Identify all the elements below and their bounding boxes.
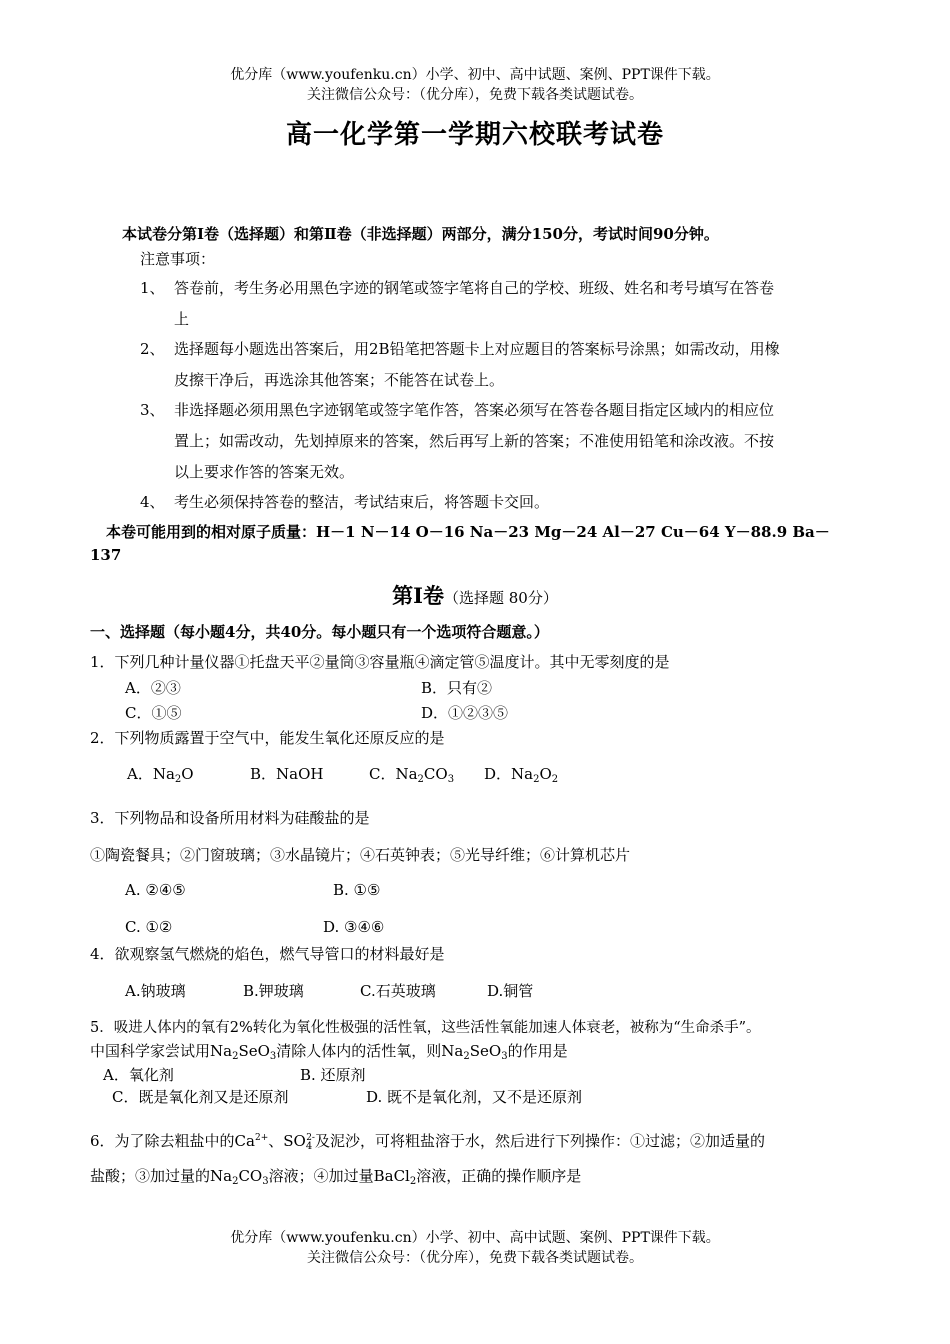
notice-4-line-1: 考生必须保持答卷的整洁，考试结束后，将答题卡交回。 [174, 493, 550, 511]
q3-stem: 3．下列物品和设备所用材料为硅酸盐的是 [90, 809, 370, 827]
q4-option-a: A.钠玻璃 [125, 982, 186, 1000]
q3-option-b: B. ①⑤ [333, 881, 381, 899]
notice-1-num: 1、 [140, 279, 165, 297]
q3-items: ①陶瓷餐具；②门窗玻璃；③水晶镜片；④石英钟表；⑤光导纤维；⑥计算机芯片 [90, 846, 631, 864]
notice-1-line-2: 上 [174, 310, 190, 328]
q4-stem: 4．欲观察氢气燃烧的焰色，燃气导管口的材料最好是 [90, 945, 445, 963]
header-line-2: 关注微信公众号：（优分库），免费下载各类试题试卷。 [307, 87, 643, 103]
notice-1-line-1: 答卷前，考生务必用黑色字迹的钢笔或签字笔将自己的学校、班级、姓名和考号填写在答卷 [174, 279, 775, 297]
q5-option-b: B. 还原剂 [300, 1066, 366, 1084]
q2-option-c: C．$Na_2CO_3$ [369, 765, 455, 785]
header-line-1: 优分库（www.youfenku.cn）小学、初中、高中试题、案例、PPT课件下载。 [230, 67, 720, 83]
q5-option-d: D. 既不是氧化剂，又不是还原剂 [366, 1088, 583, 1106]
q6-stem-line-2: 盐酸；③加过量的$Na_2CO_3$溶液；④加过量BaCl$_2$溶液，正确的操作顺序是 [90, 1167, 582, 1187]
notice-2-num: 2、 [140, 340, 165, 358]
part-1-heading [0, 580, 950, 610]
q4-option-d: D.铜管 [487, 982, 534, 1000]
notice-2-line-2: 皮擦干净后，再选涂其他答案；不能答在试卷上。 [174, 371, 505, 389]
q5-option-c: C．既是氧化剂又是还原剂 [112, 1088, 289, 1106]
q1-option-b: B．只有② [421, 679, 493, 697]
notice-3-num: 3、 [140, 401, 165, 419]
atomic-mass-line-1: 本卷可能用到的相对原子质量：H－1 N－14 O－16 Na－23 Mg－24 Al－27 Cu－64 Y－88.9 Ba－ [106, 523, 830, 541]
q5-stem-line-2: 中国科学家尝试用$Na_2SeO_3$清除人体内的活性氧，则$Na_2SeO_3$的作用是 [90, 1042, 568, 1062]
notice-4-num: 4、 [140, 493, 165, 511]
q1-option-c: C．①⑤ [125, 704, 182, 722]
q2-stem: 2．下列物质露置于空气中，能发生氧化还原反应的是 [90, 729, 445, 747]
q3-option-d: D. ③④⑥ [323, 918, 385, 936]
q3-option-a: A. ②④⑤ [125, 881, 186, 899]
notice-heading: 注意事项： [140, 250, 216, 268]
q2-option-a: A．$Na_2O$ [127, 765, 194, 785]
section-1-heading: 一、选择题（每小题4分，共40分。每小题只有一个选项符合题意。） [90, 623, 549, 641]
notice-3-line-3: 以上要求作答的答案无效。 [174, 463, 355, 481]
q3-option-c: C. ①② [125, 918, 173, 936]
intro-text: 本试卷分第Ⅰ卷（选择题）和第Ⅱ卷（非选择题）两部分，满分150分，考试时间90分钟。 [122, 225, 719, 243]
q5-stem-line-1: 5．吸进人体内的氧有2%转化为氧化性极强的活性氧，这些活性氧能加速人体衰老，被称为“生命杀手”。 [90, 1020, 761, 1036]
q1-stem: 1．下列几种计量仪器①托盘天平②量筒③容量瓶④滴定管⑤温度计。其中无零刻度的是 [90, 653, 670, 671]
q5-option-a: A．氧化剂 [103, 1066, 174, 1084]
footer-line-1: 优分库（www.youfenku.cn）小学、初中、高中试题、案例、PPT课件下载。 [230, 1230, 720, 1246]
page-title: 高一化学第一学期六校联考试卷 [285, 120, 664, 150]
q4-option-c: C.石英玻璃 [360, 982, 436, 1000]
part-1-subtitle: （选择题 80分） [443, 589, 558, 607]
notice-3-line-2: 置上；如需改动，先划掉原来的答案，然后再写上新的答案；不准使用铅笔和涂改液。不按 [174, 432, 775, 450]
q2-option-b: B．NaOH [250, 765, 324, 783]
q2-option-d: D．$Na_2O_2$ [484, 765, 559, 785]
footer-line-2: 关注微信公众号：（优分库），免费下载各类试题试卷。 [307, 1250, 643, 1266]
part-1-title: 第Ⅰ卷 [392, 583, 444, 608]
q1-option-d: D．①②③⑤ [421, 704, 509, 722]
notice-3-line-1: 非选择题必须用黑色字迹钢笔或签字笔作答，答案必须写在答卷各题目指定区域内的相应位 [174, 401, 775, 419]
notice-2-line-1: 选择题每小题选出答案后，用2B铅笔把答题卡上对应题目的答案标号涂黑；如需改动，用橡 [174, 340, 780, 358]
q1-option-a: A．②③ [125, 679, 181, 697]
q4-option-b: B.钾玻璃 [243, 982, 304, 1000]
q6-stem-line-1: 6．为了除去粗盐中的$Ca^{2+}$、$SO_4^{2-}$及泥沙，可将粗盐溶于水，然后进行下列操作：①过滤；②加适量的 [90, 1132, 765, 1152]
atomic-mass-line-2: 137 [90, 546, 122, 564]
